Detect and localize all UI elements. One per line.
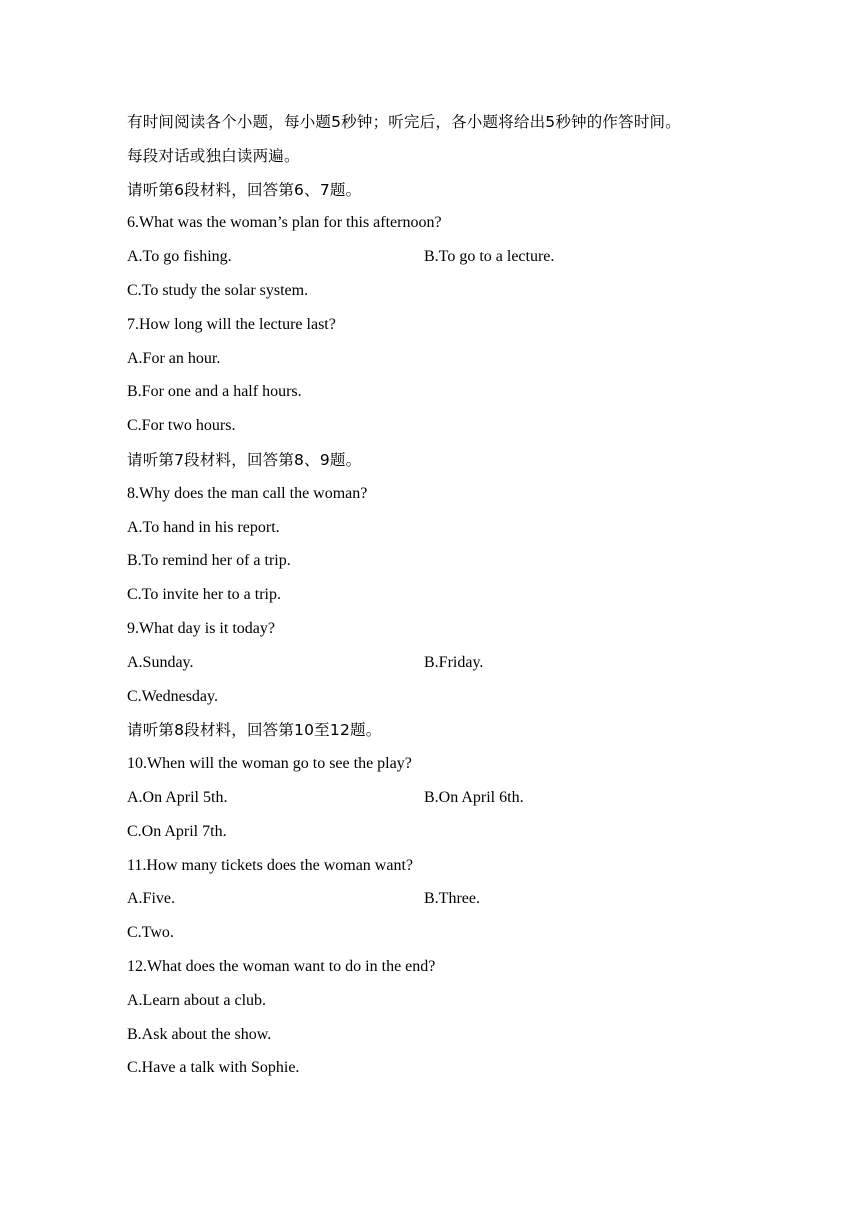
option-c: C.To study the solar system. — [127, 281, 309, 299]
question-9-options-row — [127, 649, 767, 683]
question-8-text: 8.Why does the man call the woman? — [127, 484, 368, 502]
question-11-text: 11.How many tickets does the woman want? — [127, 856, 414, 874]
option-c: C.Wednesday. — [127, 687, 218, 705]
section-heading: 请听第7段材料，回答第8、9题。 — [127, 450, 362, 469]
option-b: B.To remind her of a trip. — [127, 552, 291, 570]
question-7-text: 7.How long will the lecture last? — [127, 315, 336, 333]
option-b: B.Ask about the show. — [127, 1025, 272, 1043]
option-a: A.Five. — [127, 890, 175, 908]
question-9-text: 9.What day is it today? — [127, 619, 275, 637]
document-content — [127, 108, 767, 1088]
section-heading: 请听第8段材料，回答第10至12题。 — [127, 721, 382, 740]
option-a: A.To go fishing. — [127, 248, 232, 266]
question-12-text: 12.What does the woman want to do in the end? — [127, 957, 436, 975]
question-6-options-row — [127, 243, 767, 277]
option-b: B.On April 6th. — [424, 788, 524, 806]
option-a: A.Sunday. — [127, 653, 194, 671]
question-10-text: 10.When will the woman go to see the play? — [127, 755, 412, 773]
option-a: A.For an hour. — [127, 349, 221, 367]
option-c: C.For two hours. — [127, 417, 236, 435]
option-b: B.Three. — [424, 890, 480, 908]
question-6-text: 6.What was the woman’s plan for this afternoon? — [127, 214, 442, 232]
question-11-options-row — [127, 885, 767, 919]
option-c: C.On April 7th. — [127, 822, 227, 840]
option-a: A.To hand in his report. — [127, 518, 280, 536]
intro-line-2: 每段对话或独白读两遍。 — [127, 146, 300, 165]
section-heading: 请听第6段材料，回答第6、7题。 — [127, 180, 362, 199]
option-b: B.For one and a half hours. — [127, 383, 302, 401]
option-a: A.Learn about a club. — [127, 991, 267, 1009]
option-c: C.Have a talk with Sophie. — [127, 1059, 300, 1077]
question-10-options-row — [127, 784, 767, 818]
option-c: C.To invite her to a trip. — [127, 586, 281, 604]
option-a: A.On April 5th. — [127, 788, 228, 806]
option-b: B.To go to a lecture. — [424, 248, 555, 266]
option-c: C.Two. — [127, 924, 174, 942]
intro-line-1: 有时间阅读各个小题，每小题5秒钟；听完后，各小题将给出5秒钟的作答时间。 — [127, 113, 681, 131]
option-b: B.Friday. — [424, 653, 484, 671]
